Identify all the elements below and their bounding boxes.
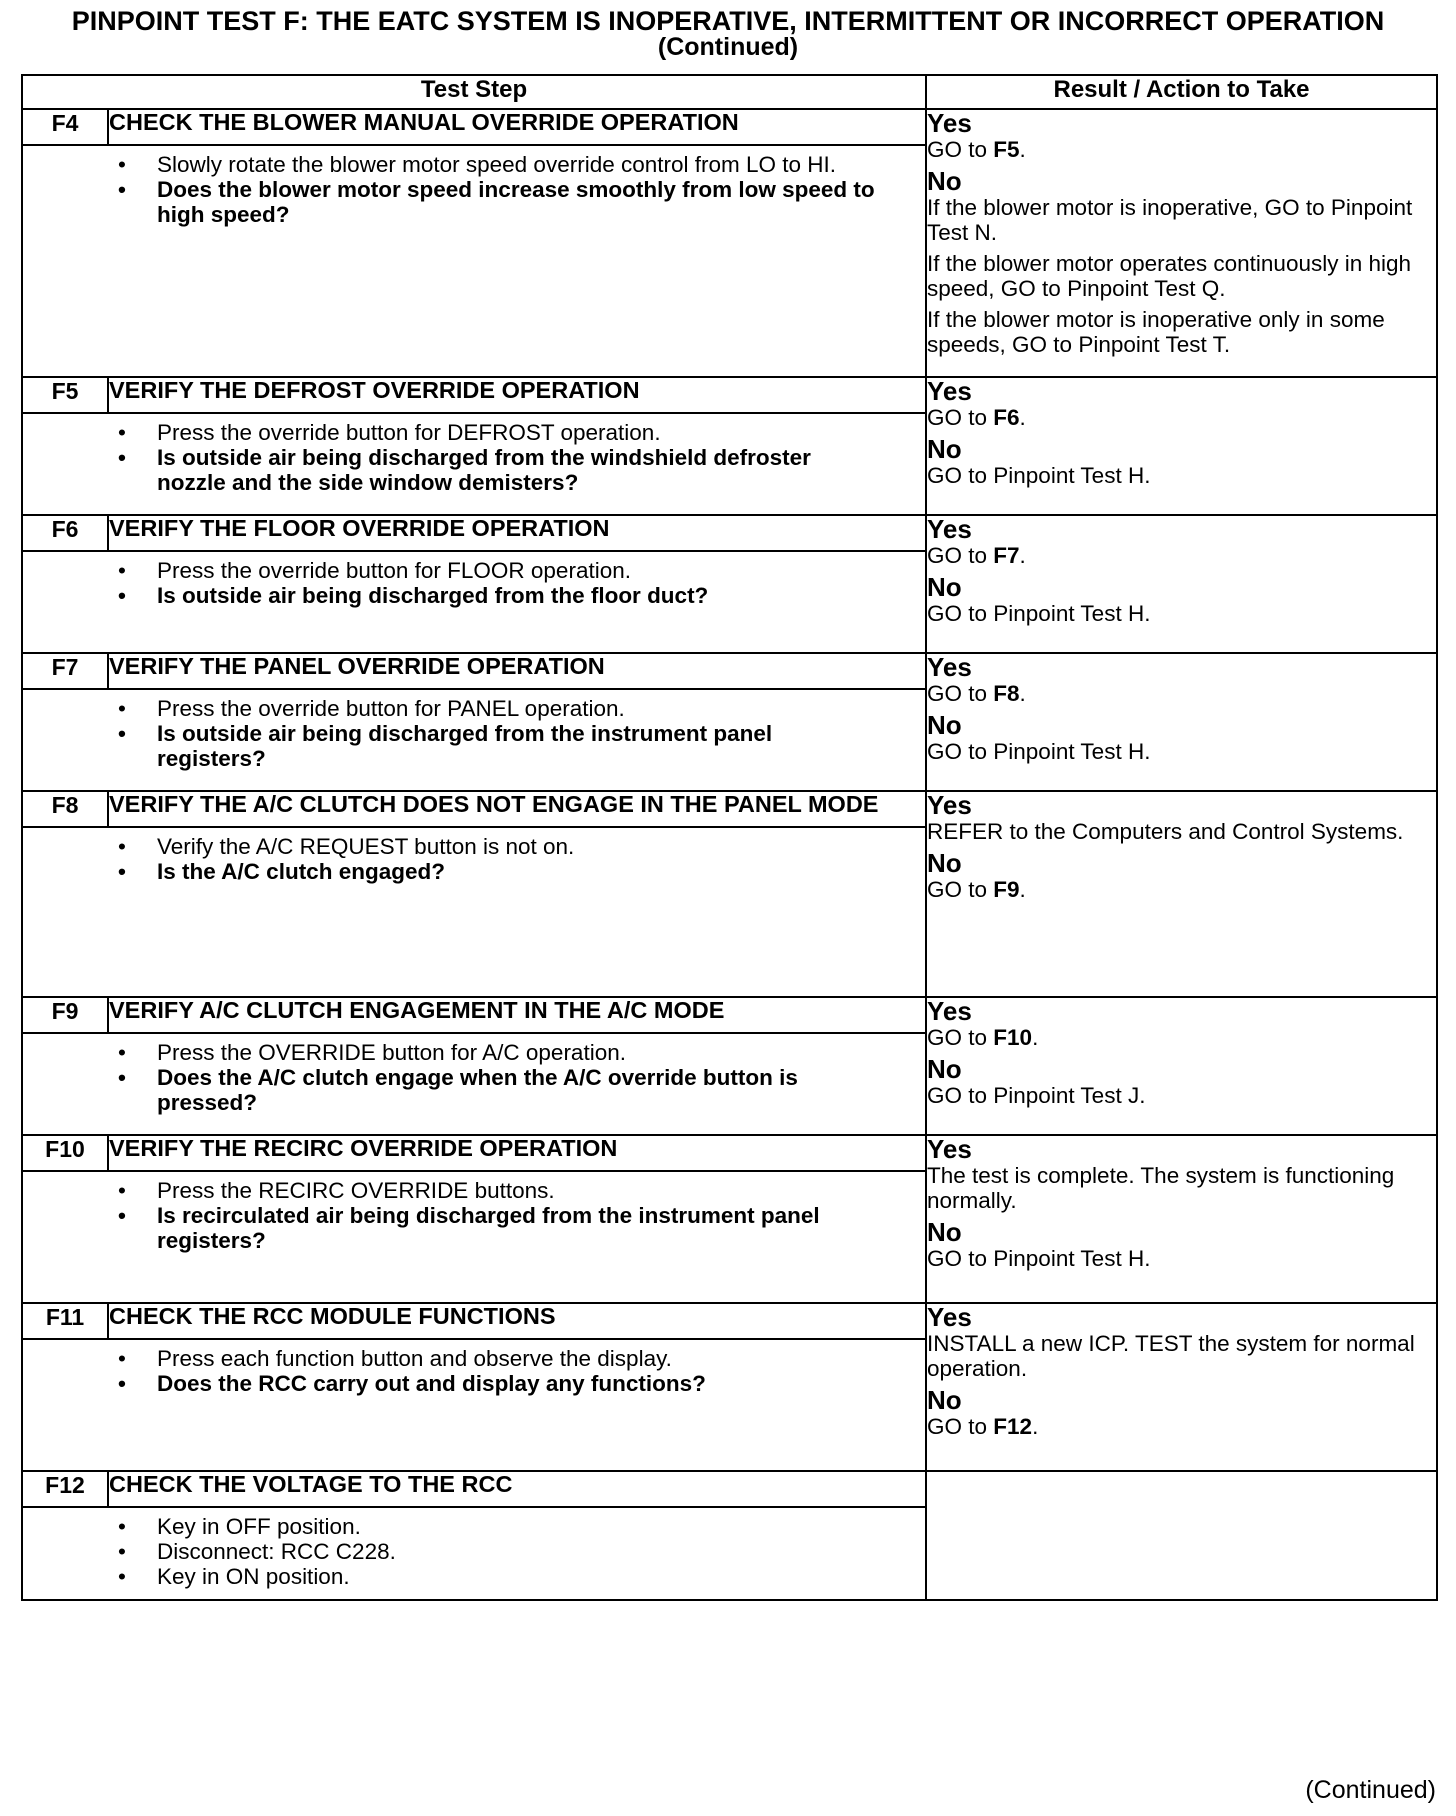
yes-label: Yes [927, 996, 972, 1026]
step-title: VERIFY THE FLOOR OVERRIDE OPERATION [108, 515, 926, 551]
action-text: GO to [927, 405, 994, 430]
step-body [22, 145, 926, 377]
step-bullet-list [23, 1340, 925, 1406]
yes-action [927, 137, 1436, 162]
step-bullet-list [23, 1172, 925, 1263]
step-id: F12 [22, 1471, 108, 1507]
no-answer [927, 574, 1436, 626]
table-header-row [22, 75, 1437, 109]
step-bullet: • Press the OVERRIDE button for A/C operation. [23, 1040, 885, 1065]
step-bullet-list [23, 414, 925, 505]
action-text: GO to Pinpoint Test H. [927, 601, 1151, 626]
step-result [926, 109, 1437, 377]
action-text: GO to [927, 1025, 994, 1050]
step-id: F10 [22, 1135, 108, 1171]
step-bullet: • Is recirculated air being discharged from the instrument panel registers? [23, 1203, 885, 1253]
action-text: GO to Pinpoint Test J. [927, 1083, 1146, 1108]
step-id: F4 [22, 109, 108, 145]
step-bullet: • Press the override button for PANEL operation. [23, 696, 885, 721]
action-text: INSTALL a new ICP. TEST the system for normal operation. [927, 1331, 1415, 1381]
step-bullet: • Press each function button and observe the display. [23, 1346, 885, 1371]
yes-answer [927, 1136, 1436, 1213]
yes-answer [927, 378, 1436, 430]
no-label: No [927, 1385, 962, 1415]
step-reference: F9 [993, 877, 1020, 902]
no-label: No [927, 710, 962, 740]
step-title-row [22, 1303, 1437, 1339]
no-action [927, 307, 1436, 357]
step-title: VERIFY THE PANEL OVERRIDE OPERATION [108, 653, 926, 689]
step-result [926, 1303, 1437, 1471]
yes-action [927, 1163, 1436, 1213]
step-body [22, 551, 926, 653]
step-title: CHECK THE VOLTAGE TO THE RCC [108, 1471, 926, 1507]
no-answer [927, 850, 1436, 902]
step-bullet: • Does the A/C clutch engage when the A/C override button is pressed? [23, 1065, 885, 1115]
step-bullet: • Is outside air being discharged from the instrument panel registers? [23, 721, 885, 771]
no-label: No [927, 1054, 962, 1084]
page-subtitle: (Continued) [657, 33, 799, 61]
step-title-row [22, 997, 1437, 1033]
step-title: VERIFY THE DEFROST OVERRIDE OPERATION [108, 377, 926, 413]
yes-label: Yes [927, 1302, 972, 1332]
action-punct: . [1019, 543, 1026, 568]
column-header-result: Result / Action to Take [926, 75, 1437, 109]
no-action [927, 1414, 1436, 1439]
step-bullet-list [23, 552, 925, 618]
step-bullet: • Key in ON position. [23, 1564, 885, 1589]
yes-answer [927, 1304, 1436, 1381]
step-id: F5 [22, 377, 108, 413]
continued-note: (Continued) [1305, 1776, 1436, 1804]
action-punct: . [1032, 1025, 1039, 1050]
step-body [22, 1339, 926, 1471]
step-title: VERIFY A/C CLUTCH ENGAGEMENT IN THE A/C MODE [108, 997, 926, 1033]
action-text: GO to Pinpoint Test H. [927, 1246, 1151, 1271]
no-action [927, 1083, 1436, 1108]
step-bullet: • Press the override button for FLOOR operation. [23, 558, 885, 583]
step-title-row [22, 377, 1437, 413]
no-label: No [927, 848, 962, 878]
yes-action [927, 819, 1436, 844]
step-result [926, 1471, 1437, 1600]
no-action [927, 601, 1436, 626]
step-reference: F5 [993, 137, 1020, 162]
step-bullet: • Is outside air being discharged from the windshield defroster nozzle and the side window demisters? [23, 445, 885, 495]
action-text: GO to [927, 681, 994, 706]
no-label: No [927, 572, 962, 602]
step-reference: F7 [993, 543, 1020, 568]
yes-label: Yes [927, 790, 972, 820]
step-result [926, 653, 1437, 791]
step-body [22, 827, 926, 997]
yes-label: Yes [927, 108, 972, 138]
step-bullet: • Slowly rotate the blower motor speed override control from LO to HI. [23, 152, 885, 177]
yes-action [927, 1331, 1436, 1381]
step-reference: F10 [993, 1025, 1033, 1050]
step-title-row [22, 791, 1437, 827]
step-title: VERIFY THE RECIRC OVERRIDE OPERATION [108, 1135, 926, 1171]
yes-answer [927, 110, 1436, 162]
yes-answer [927, 654, 1436, 706]
yes-label: Yes [927, 652, 972, 682]
no-label: No [927, 166, 962, 196]
step-bullet: • Verify the A/C REQUEST button is not on. [23, 834, 885, 859]
yes-answer [927, 516, 1436, 568]
step-title: VERIFY THE A/C CLUTCH DOES NOT ENGAGE IN THE PANEL MODE [108, 791, 926, 827]
step-bullet-list [23, 690, 925, 781]
step-bullet: • Is the A/C clutch engaged? [23, 859, 885, 884]
step-reference: F8 [993, 681, 1020, 706]
step-bullet-list [23, 828, 925, 894]
no-answer [927, 1387, 1436, 1439]
action-punct: . [1019, 681, 1026, 706]
step-id: F7 [22, 653, 108, 689]
step-result [926, 997, 1437, 1135]
step-title-row [22, 1135, 1437, 1171]
step-bullet: • Does the RCC carry out and display any functions? [23, 1371, 885, 1396]
no-action [927, 463, 1436, 488]
step-bullet-list [23, 146, 925, 237]
yes-label: Yes [927, 1134, 972, 1164]
step-bullet: • Press the RECIRC OVERRIDE buttons. [23, 1178, 885, 1203]
action-text: GO to [927, 877, 994, 902]
column-header-test-step: Test Step [22, 75, 926, 109]
step-title-row [22, 653, 1437, 689]
step-result [926, 791, 1437, 997]
action-text: If the blower motor operates continuously in high speed, GO to Pinpoint Test Q. [927, 251, 1412, 301]
step-body [22, 1507, 926, 1600]
step-reference: F12 [993, 1414, 1033, 1439]
action-text: GO to [927, 1414, 994, 1439]
step-title: CHECK THE BLOWER MANUAL OVERRIDE OPERATION [108, 109, 926, 145]
action-text: The test is complete. The system is functioning normally. [927, 1163, 1395, 1213]
step-bullet: • Key in OFF position. [23, 1514, 885, 1539]
action-punct: . [1032, 1414, 1039, 1439]
no-answer [927, 712, 1436, 764]
action-text: REFER to the Computers and Control Systems. [927, 819, 1404, 844]
no-action [927, 251, 1436, 301]
page-title [0, 8, 1456, 60]
step-body [22, 1033, 926, 1135]
step-bullet: • Does the blower motor speed increase smoothly from low speed to high speed? [23, 177, 885, 227]
step-body [22, 413, 926, 515]
yes-answer [927, 998, 1436, 1050]
action-text: GO to Pinpoint Test H. [927, 463, 1151, 488]
no-action [927, 1246, 1436, 1271]
no-label: No [927, 1217, 962, 1247]
step-body [22, 1171, 926, 1303]
yes-action [927, 543, 1436, 568]
yes-answer [927, 792, 1436, 844]
step-bullet-list [23, 1034, 925, 1125]
step-bullet-list [23, 1508, 925, 1599]
step-title: CHECK THE RCC MODULE FUNCTIONS [108, 1303, 926, 1339]
yes-label: Yes [927, 376, 972, 406]
yes-action [927, 681, 1436, 706]
no-answer [927, 1219, 1436, 1271]
step-bullet: • Disconnect: RCC C228. [23, 1539, 885, 1564]
step-id: F11 [22, 1303, 108, 1339]
step-id: F9 [22, 997, 108, 1033]
step-result [926, 1135, 1437, 1303]
no-label: No [927, 434, 962, 464]
pinpoint-test-table [21, 74, 1438, 1601]
step-reference: F6 [993, 405, 1020, 430]
action-text: If the blower motor is inoperative only in some speeds, GO to Pinpoint Test T. [927, 307, 1385, 357]
step-title-row [22, 1471, 1437, 1507]
step-result [926, 515, 1437, 653]
no-action [927, 195, 1436, 245]
action-punct: . [1019, 877, 1026, 902]
no-action [927, 877, 1436, 902]
page-title-text: PINPOINT TEST F: THE EATC SYSTEM IS INOPERATIVE, INTERMITTENT OR INCORRECT OPERATION [71, 6, 1385, 36]
yes-action [927, 405, 1436, 430]
step-id: F8 [22, 791, 108, 827]
action-text: GO to [927, 543, 994, 568]
action-punct: . [1019, 137, 1026, 162]
no-answer [927, 436, 1436, 488]
steps-body [22, 109, 1437, 1600]
step-title-row [22, 109, 1437, 145]
action-text: GO to [927, 137, 994, 162]
action-text: GO to Pinpoint Test H. [927, 739, 1151, 764]
no-answer [927, 168, 1436, 357]
no-action [927, 739, 1436, 764]
action-text: If the blower motor is inoperative, GO to Pinpoint Test N. [927, 195, 1413, 245]
step-title-row [22, 515, 1437, 551]
step-result [926, 377, 1437, 515]
yes-action [927, 1025, 1436, 1050]
action-punct: . [1019, 405, 1026, 430]
no-answer [927, 1056, 1436, 1108]
step-id: F6 [22, 515, 108, 551]
step-body [22, 689, 926, 791]
step-bullet: • Is outside air being discharged from the floor duct? [23, 583, 885, 608]
yes-label: Yes [927, 514, 972, 544]
step-bullet: • Press the override button for DEFROST operation. [23, 420, 885, 445]
